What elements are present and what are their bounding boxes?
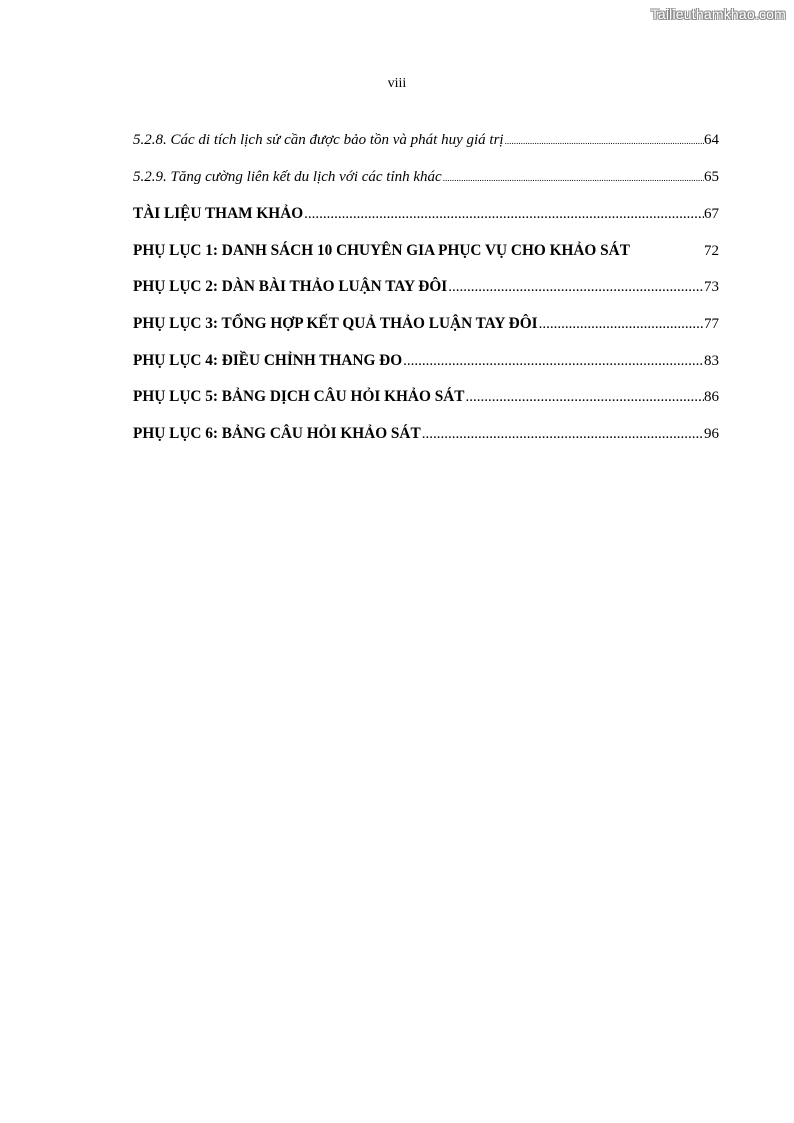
toc-dot-leader: [539, 316, 704, 333]
toc-entry-title: PHỤ LỤC 6: BẢNG CÂU HỎI KHẢO SÁT: [133, 424, 421, 442]
toc-dot-leader: [448, 279, 704, 296]
toc-entry-title: TÀI LIỆU THAM KHẢO: [133, 205, 304, 223]
table-of-contents: [133, 132, 719, 461]
toc-entry-page: 83: [704, 352, 719, 369]
page-number: viii: [387, 76, 407, 91]
toc-entry-page: 64: [704, 132, 719, 148]
watermark-text: Tailieuthamkhao.com: [650, 6, 786, 22]
toc-entry-title: PHỤ LỤC 1: DANH SÁCH 10 CHUYÊN GIA PHỤC VỤ CHO KHẢO SÁT: [133, 241, 630, 259]
toc-entry-title: PHỤ LỤC 4: ĐIỀU CHỈNH THANG ĐO: [133, 351, 403, 369]
toc-entry-appendix-5[interactable]: [133, 388, 719, 425]
toc-entry-title: 5.2.8. Các di tích lịch sử cần được bảo tồn và phát huy giá trị: [133, 132, 504, 148]
toc-dot-leader: [304, 206, 704, 223]
toc-dot-leader: [505, 136, 704, 146]
toc-entry-page: 67: [704, 206, 719, 223]
toc-entry-page: 65: [704, 168, 719, 185]
toc-dot-leader: [403, 353, 704, 370]
toc-entry-page: 96: [704, 425, 719, 442]
toc-entry-title: PHỤ LỤC 5: BẢNG DỊCH CÂU HỎI KHẢO SÁT: [133, 388, 465, 406]
toc-dot-leader: [465, 389, 704, 406]
toc-entry-5-2-8[interactable]: [133, 132, 719, 169]
toc-entry-appendix-4[interactable]: [133, 352, 719, 389]
toc-entry-references[interactable]: [133, 205, 719, 242]
toc-entry-title: PHỤ LỤC 2: DÀN BÀI THẢO LUẬN TAY ĐÔI: [133, 278, 448, 296]
toc-entry-title: PHỤ LỤC 3: TỔNG HỢP KẾT QUẢ THẢO LUẬN TAY ĐÔI: [133, 314, 538, 332]
toc-entry-page: 86: [704, 389, 719, 406]
toc-dot-leader: [443, 173, 704, 183]
toc-entry-appendix-2[interactable]: [133, 278, 719, 315]
toc-entry-page: 73: [704, 279, 719, 296]
toc-entry-appendix-1[interactable]: [133, 242, 719, 279]
toc-entry-appendix-6[interactable]: [133, 425, 719, 462]
toc-entry-appendix-3[interactable]: [133, 315, 719, 352]
toc-entry-page: 77: [704, 315, 719, 332]
toc-entry-title: 5.2.9. Tăng cường liên kết du lịch với các tỉnh khác: [133, 168, 442, 185]
toc-entry-5-2-9[interactable]: [133, 169, 719, 206]
toc-entry-page: 72: [704, 242, 719, 259]
toc-dot-leader: [422, 426, 704, 443]
